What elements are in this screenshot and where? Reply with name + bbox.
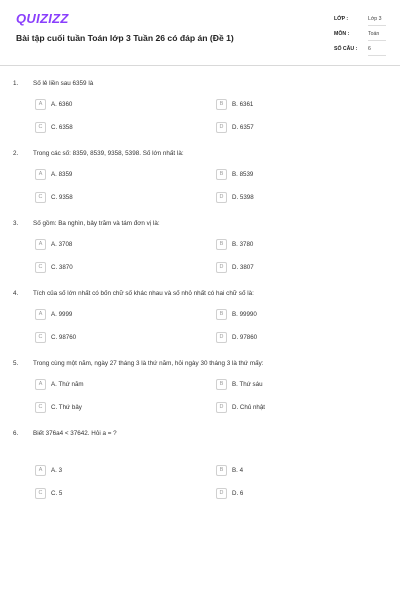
- question-number: 2.: [13, 150, 19, 157]
- option-letter-box: B: [216, 99, 227, 110]
- worksheet-title: Bài tập cuối tuần Toán lớp 3 Tuần 26 có đáp án (Đề 1): [16, 33, 234, 43]
- option-text: B. 4: [232, 467, 244, 474]
- option-text: D. 6: [232, 490, 244, 497]
- question-text: Trong cùng một năm, ngày 27 tháng 3 là thứ năm, hỏi ngày 30 tháng 3 là thứ mấy:: [33, 360, 264, 367]
- meta-subject-value: Toán: [368, 31, 380, 37]
- meta-divider: [368, 25, 386, 26]
- option-letter-box: C: [35, 192, 46, 203]
- meta-class: [334, 16, 386, 30]
- meta-class-key: LỚP :: [334, 16, 349, 22]
- question-number: 5.: [13, 360, 19, 367]
- option-text: A. 9999: [51, 311, 73, 318]
- meta-count: [334, 46, 386, 60]
- question-text: Biết 376a4 < 37642. Hỏi a = ?: [33, 430, 117, 437]
- question-number: 4.: [13, 290, 19, 297]
- option-letter-box: A: [35, 465, 46, 476]
- option-letter-box: C: [35, 122, 46, 133]
- option-letter-box: A: [35, 239, 46, 250]
- option-text: B. 6361: [232, 101, 254, 108]
- option-letter-box: C: [35, 262, 46, 273]
- option-text: D. Chủ nhật: [232, 404, 266, 411]
- question-number: 3.: [13, 220, 19, 227]
- option-text: C. Thứ bảy: [51, 404, 82, 411]
- option-letter-box: D: [216, 122, 227, 133]
- meta-divider: [368, 40, 386, 41]
- question-text: Tích của số lớn nhất có bốn chữ số khác nhau và số nhỏ nhất có hai chữ số là:: [33, 290, 254, 297]
- option-text: C. 6358: [51, 124, 73, 131]
- option-letter-box: D: [216, 192, 227, 203]
- option-text: A. 3: [51, 467, 63, 474]
- option-text: D. 6357: [232, 124, 254, 131]
- question-number: 1.: [13, 80, 19, 87]
- question-number: 6.: [13, 430, 19, 437]
- option-letter-box: A: [35, 309, 46, 320]
- meta-count-value: 6: [368, 46, 371, 52]
- question-text: Số gồm: Ba nghìn, bảy trăm và tám đơn vị là:: [33, 220, 160, 227]
- option-letter-box: D: [216, 488, 227, 499]
- option-letter-box: C: [35, 488, 46, 499]
- option-text: A. Thứ năm: [51, 381, 84, 388]
- option-text: A. 3708: [51, 241, 73, 248]
- option-text: C. 9358: [51, 194, 73, 201]
- option-letter-box: D: [216, 262, 227, 273]
- option-letter-box: B: [216, 169, 227, 180]
- option-letter-box: D: [216, 402, 227, 413]
- option-letter-box: C: [35, 332, 46, 343]
- option-text: B. 8539: [232, 171, 254, 178]
- option-text: A. 6360: [51, 101, 73, 108]
- option-text: D. 3807: [232, 264, 254, 271]
- question-text: Trong các số: 8359, 8539, 9358, 5398. Số lớn nhất là:: [33, 150, 184, 157]
- option-letter-box: B: [216, 309, 227, 320]
- question-text: Số lẻ liền sau 6359 là: [33, 80, 94, 87]
- meta-count-key: SỐ CÂU :: [334, 46, 358, 52]
- option-text: B. 99990: [232, 311, 257, 318]
- meta-class-value: Lớp 3: [368, 16, 382, 22]
- meta-subject-key: MÔN :: [334, 31, 350, 37]
- option-text: D. 97860: [232, 334, 258, 341]
- option-letter-box: D: [216, 332, 227, 343]
- option-letter-box: A: [35, 169, 46, 180]
- option-text: C. 98760: [51, 334, 77, 341]
- option-text: B. Thứ sáu: [232, 381, 263, 388]
- option-text: C. 3870: [51, 264, 73, 271]
- meta-divider: [368, 55, 386, 56]
- option-letter-box: A: [35, 99, 46, 110]
- option-text: A. 8359: [51, 171, 73, 178]
- option-letter-box: B: [216, 465, 227, 476]
- meta-subject: [334, 31, 386, 45]
- option-letter-box: B: [216, 239, 227, 250]
- option-text: C. 5: [51, 490, 63, 497]
- option-letter-box: A: [35, 379, 46, 390]
- option-text: D. 5398: [232, 194, 254, 201]
- option-text: B. 3780: [232, 241, 254, 248]
- worksheet-header: [0, 0, 400, 66]
- option-letter-box: C: [35, 402, 46, 413]
- option-letter-box: B: [216, 379, 227, 390]
- quizizz-logo: QUIZIZZ: [16, 11, 69, 26]
